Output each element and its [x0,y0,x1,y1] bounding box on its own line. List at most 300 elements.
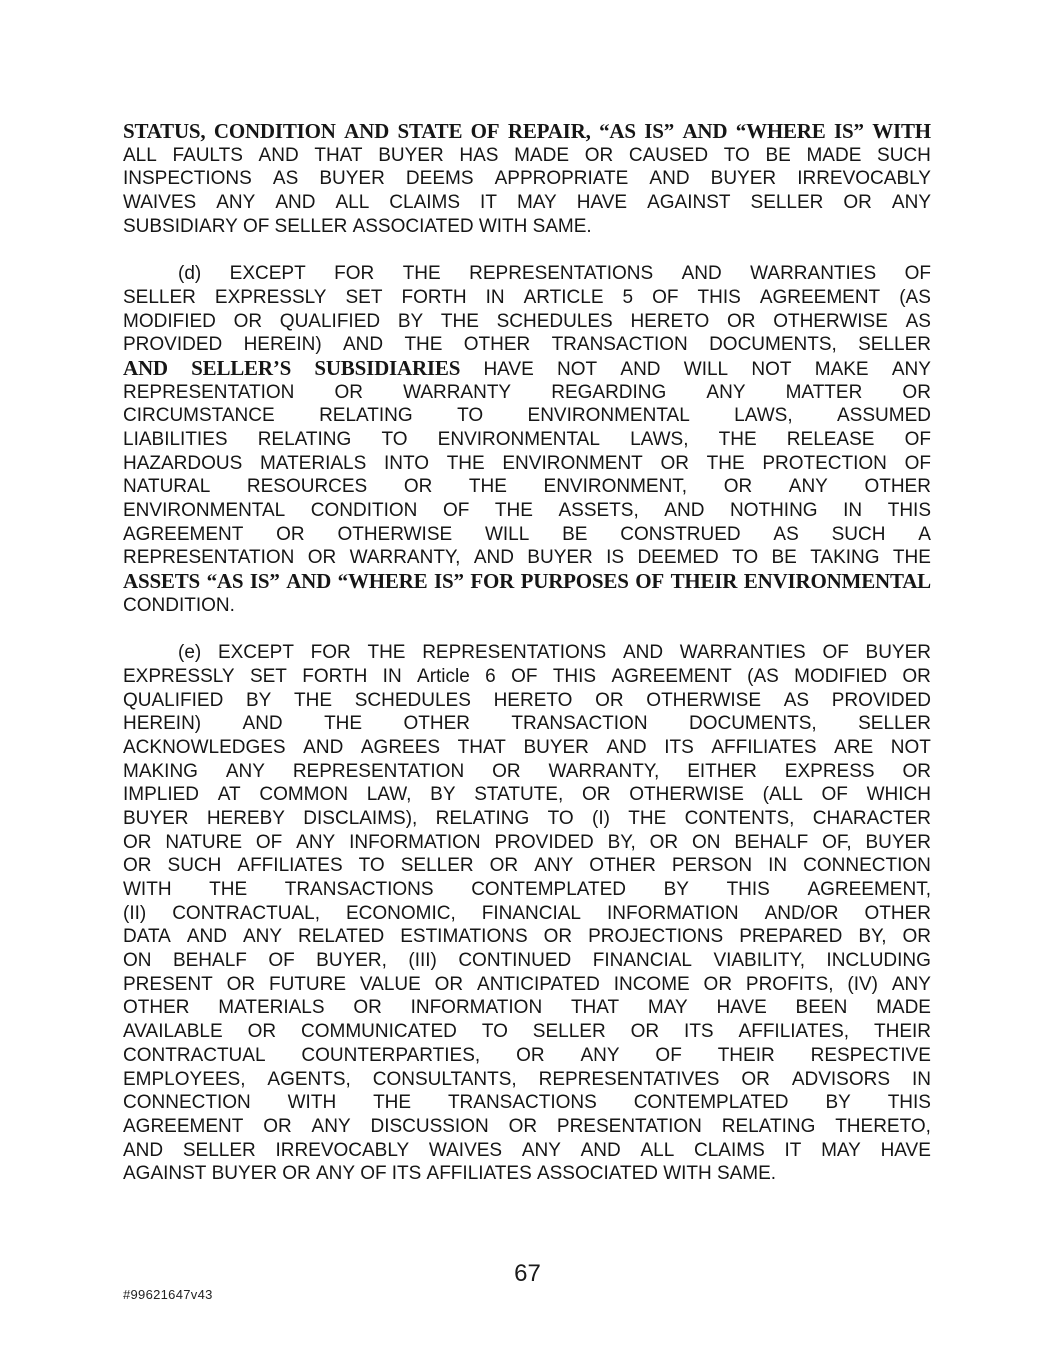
word: OR [902,926,931,948]
word: REPAIR, [507,119,591,143]
word: OR [492,760,521,782]
word: DOCUMENTS, [688,713,817,735]
word: BE [562,523,588,545]
text-line [123,570,931,594]
word: AGREEMENT [123,523,244,545]
word: OTHERWISE [646,689,762,711]
word: DISCLAIMS), [303,807,418,829]
word: ITS [391,1163,422,1185]
word: WITH [123,879,172,900]
contract-body-text [123,120,931,1186]
word: OR [233,310,263,332]
text-line [123,760,931,784]
word: SUCH [877,144,931,166]
word: WAIVES [428,1139,503,1161]
word: PERSON [671,855,753,877]
word: AFFILIATES [711,736,817,758]
word: PRESENTATION [556,1115,702,1137]
word: CONNECTION [803,855,931,877]
word: FINANCIAL [481,902,581,924]
word: OF [904,263,931,285]
word: AND [649,168,690,190]
word: MADE [806,144,862,166]
word: OR [723,476,753,498]
word: OR [226,973,256,995]
word: THE [209,879,248,900]
word: OF [904,452,931,474]
word: BUYER [211,1163,278,1185]
word: ASSETS, [558,500,639,521]
word: WARRANTY, [548,760,660,782]
word: OF [242,215,270,237]
word: (AS [747,665,779,687]
word: THIS [552,665,597,687]
word: TRANSACTIONS [447,1092,597,1114]
word: ASSOCIATED [352,215,474,237]
word: ANY [788,476,828,498]
word: SELLER [858,713,931,735]
word: THE [294,689,333,711]
word: OR [543,926,573,948]
word: PREPARED [739,926,843,948]
word: ANY [891,192,931,214]
word: WARRANTY [403,381,512,403]
word: ECONOMIC, [345,902,456,924]
word: OTHERWISE [773,310,888,332]
word: ENVIRONMENTAL [527,405,690,427]
paragraph-d [123,262,931,617]
word: CONTRACTUAL, [172,902,320,924]
word: TRANSACTION [511,713,648,735]
text-line [123,1139,931,1163]
word: PRESENT [123,973,213,995]
text-line [123,878,931,902]
word: AND [344,119,390,143]
word: NATURE [165,831,243,853]
word: SAME. [532,215,592,237]
word: AS [905,310,931,332]
word: THE [494,500,533,521]
word: HERETO [630,310,710,332]
word: OR [276,523,305,545]
word: OF [511,665,538,687]
word: THAT [314,144,363,166]
word: “WHERE [337,569,428,594]
word: ANY [891,358,931,380]
word: RELATING [319,405,413,427]
text-line [123,357,931,381]
word: IN [843,500,863,521]
word: ANY [521,1139,561,1161]
word: ALL [335,192,370,214]
word: OR [123,855,152,877]
word: OF [655,1044,682,1066]
word: TAKING [810,547,880,569]
word: IS” [249,569,280,594]
word: 5 [622,286,634,308]
text-line [123,286,931,310]
word: THE [468,476,507,498]
word: AND/OR [764,902,839,924]
word: OR [630,1021,660,1043]
text-line [123,902,931,926]
word: BY [397,310,424,332]
word: HAVE [576,192,628,214]
text-line [123,783,931,807]
word: TO [732,547,759,569]
word: REGARDING [551,381,667,403]
word: REPRESENTATION [123,381,295,403]
word: OTHER [463,334,531,356]
word: NOTHING [729,500,818,521]
word: AFFILIATES [237,855,343,877]
word: QUALIFIED [123,689,224,711]
word: WARRANTY, [349,547,461,569]
word: MODIFIED [123,310,216,332]
word: OR [649,831,679,853]
word: CLAIMS [389,192,461,214]
word: MATERIALS [218,997,325,1019]
word: THE [892,547,931,569]
word: OF [470,119,500,143]
word: AND [580,1139,621,1161]
word: FOR [470,569,515,594]
word: PROJECTIONS [588,926,724,948]
word: SELLER [123,286,196,308]
word: OTHER [123,997,190,1019]
word: THIS [726,879,770,900]
word: STATE [397,119,463,143]
text-line [123,120,931,144]
word: OR [741,1068,770,1090]
word: THE [628,807,667,829]
word: EMPLOYEES, [123,1068,246,1090]
word: (III) [408,950,437,972]
word: HERETO [493,689,573,711]
text-line [123,546,931,570]
word: LAW, [366,784,412,806]
word: HEREIN) [123,713,202,735]
word: OTHER [403,713,470,735]
word: OTHER [864,902,931,924]
word: Article [417,665,470,687]
word: IT [480,192,497,214]
word: SUCH [167,855,222,877]
word: OR [489,855,519,877]
word: BUYER [527,547,593,569]
word: SELLER [750,192,824,214]
word: ARE [834,736,874,758]
word: OR [902,760,931,782]
text-line [123,381,931,405]
word: BUYER [319,168,385,190]
word: ANY [706,381,746,403]
word: AGAINST [647,192,731,214]
word: LIABILITIES [123,428,228,450]
word: IN [768,855,788,877]
word: AND [681,263,722,285]
word: ON [691,831,721,853]
word: IS” [644,119,675,143]
word: ON [123,950,152,972]
word: COMMUNICATED [301,1021,457,1043]
word: REPRESENTATION [292,760,465,782]
text-line [123,333,931,357]
word: OR [353,997,382,1019]
word: IRREVOCABLY [275,1139,410,1161]
word: AGREEMENT, [807,879,931,900]
word: FINANCIAL [592,950,692,972]
word: INCLUDING [826,950,931,972]
text-line [123,831,931,855]
word: NOT [890,736,931,758]
word: ASSOCIATED [536,1163,659,1185]
text-line [178,641,931,665]
word: OR [516,1044,545,1066]
word: REPRESENTATIVES [538,1068,720,1090]
word: THE [446,452,485,474]
word: INFORMATION [606,902,739,924]
word: RESPECTIVE [810,1044,931,1066]
word: AND [303,736,344,758]
word: FOR [310,642,351,664]
word: (e) [178,642,202,664]
word: OR [123,831,152,853]
word: THEIR [670,569,738,594]
word: RELEASE [786,428,875,450]
word: RELATING [257,428,352,450]
word: WITH [663,1163,712,1185]
word: AND [473,547,514,569]
text-line [123,1068,931,1092]
word: WAIVES [123,192,197,214]
text-line [123,973,931,997]
word: MADE [876,997,931,1019]
word: STATUS, [123,119,206,143]
word: IS” [834,119,864,143]
word: CONTEMPLATED [471,879,627,900]
word: OF [255,831,283,853]
word: FAULTS [172,144,243,166]
text-line [123,428,931,452]
word: INFORMATION [410,997,543,1019]
word: THE [718,428,757,450]
word: BE [765,144,791,166]
word: AND [343,334,384,356]
word: ASSUMED [837,405,931,427]
word: AND [286,569,332,594]
word: CONDITION [213,119,336,143]
word: HAS [459,144,499,166]
text-line [123,807,931,831]
word: INSPECTIONS [123,168,252,190]
word: EITHER [687,760,757,782]
word: MAY [647,997,688,1019]
word: BY [663,879,689,900]
word: ANY [296,831,336,853]
word: FORTH [302,665,368,687]
word: IRREVOCABLY [797,168,931,190]
word: SUBSIDIARIES [314,355,461,380]
word: MAY [516,192,557,214]
word: AFFILIATES [426,1163,532,1185]
word: ANY [216,192,256,214]
word: BE [771,547,797,569]
word: QUALIFIED [279,310,381,332]
word: CONDITION. [123,594,235,616]
word: BUYER [378,144,444,166]
word: OF [904,428,931,450]
word: THAT [570,997,620,1019]
word: RELATED [298,926,385,948]
word: OR [902,665,931,687]
text-line [123,144,931,168]
word: BUYER [865,831,931,853]
word: AGREEMENT [123,1115,244,1137]
word: THE [324,713,363,735]
word: CONTENTS, [684,807,795,829]
word: OR [703,973,733,995]
word: AND [123,355,168,380]
word: ANY [315,1163,356,1185]
word: WARRANTIES [679,642,806,664]
word: EXCEPT [217,642,294,664]
word: PROVIDED [123,334,223,356]
word: THEIR [874,1021,931,1043]
word: OR [581,784,611,806]
word: BY, [607,831,636,853]
text-line [123,1091,931,1115]
word: SELLER [274,215,348,237]
text-line [123,665,931,689]
text-line [123,310,931,334]
word: FORTH [401,286,467,308]
word: TO [457,405,484,427]
paragraph-e [123,641,931,1186]
word: SAME. [716,1163,777,1185]
word: CONSTRUED [620,523,741,545]
word: 6 [485,665,496,687]
word: TRANSACTIONS [284,879,434,900]
word: MODIFIED [794,665,888,687]
word: LAWS, [630,428,689,450]
word: MAKE [814,358,869,380]
word: SET [345,286,383,308]
word: AND [242,713,283,735]
word: ENVIRONMENT [502,452,643,474]
word: CIRCUMSTANCE [123,405,275,427]
word: STATUTE, [474,784,564,806]
word: AND [682,119,728,143]
word: OR [660,452,689,474]
word: TO [481,1021,508,1043]
word: ESTIMATIONS [400,926,528,948]
word: DOCUMENTS, [709,334,837,356]
word: REPRESENTATIONS [422,642,607,664]
word: IN [485,286,505,308]
word: MADE [514,144,570,166]
word: TO [358,855,385,877]
word: HEREBY [206,807,285,829]
word: IT [784,1139,802,1161]
word: OF [821,784,848,806]
word: OR [508,1115,538,1137]
word: OR [282,1163,311,1185]
word: OR [247,1021,277,1043]
word: HAZARDOUS [123,452,243,474]
text-line [123,215,931,239]
word: WITH [287,1092,337,1114]
word: AGAINST [123,1163,207,1185]
word: ENVIRONMENTAL [743,569,931,594]
word: PROVIDED [831,689,931,711]
word: THE [440,310,479,332]
word: ENVIRONMENTAL [123,500,286,521]
word: PROVIDED [494,831,594,853]
word: WARRANTIES [750,263,877,285]
text-line [123,1162,931,1186]
word: SCHEDULES [354,689,471,711]
word: ANY [891,973,931,995]
word: AND [186,926,227,948]
word: OTHER [864,476,931,498]
word: AND [620,358,661,380]
word: THIS [887,1092,931,1114]
word: AND [606,736,647,758]
text-line [123,499,931,523]
word: WITH [478,215,528,237]
word: (I) [592,807,610,829]
word: AGREEMENT [611,665,732,687]
word: ENVIRONMENT, [543,476,688,498]
word: THE [367,642,406,664]
word: AVAILABLE [123,1021,223,1043]
word: ENVIRONMENTAL [437,428,600,450]
word: SELLER [182,1139,256,1161]
word: THE [402,263,441,285]
word: ANY [311,1115,351,1137]
text-line [123,167,931,191]
text-line [123,854,931,878]
word: HEREIN) [243,334,322,356]
word: CAUSED [628,144,709,166]
word: AT [217,784,241,806]
word: ALL [640,1139,675,1161]
word: BUYER, [316,950,387,972]
word: REPRESENTATION [123,547,295,569]
word: PROTECTION [762,452,887,474]
text-line [123,191,931,215]
word: AGREEMENT [759,286,881,308]
word: PROFITS, [745,973,834,995]
word: CONNECTION [123,1092,251,1114]
word: IMPLIED [123,784,200,806]
word: WHICH [866,784,931,806]
word: WILL [683,358,729,380]
word: FOR [334,263,375,285]
word: DEEMS [405,168,474,190]
text-line [123,475,931,499]
word: “AS [599,119,636,143]
word: OR [843,192,872,214]
word: ACKNOWLEDGES [123,736,286,758]
word: RESOURCES [246,476,368,498]
text-line [123,996,931,1020]
word: EXCEPT [229,263,306,285]
word: OR [403,476,433,498]
text-line [123,689,931,713]
word: BEHALF [734,831,809,853]
